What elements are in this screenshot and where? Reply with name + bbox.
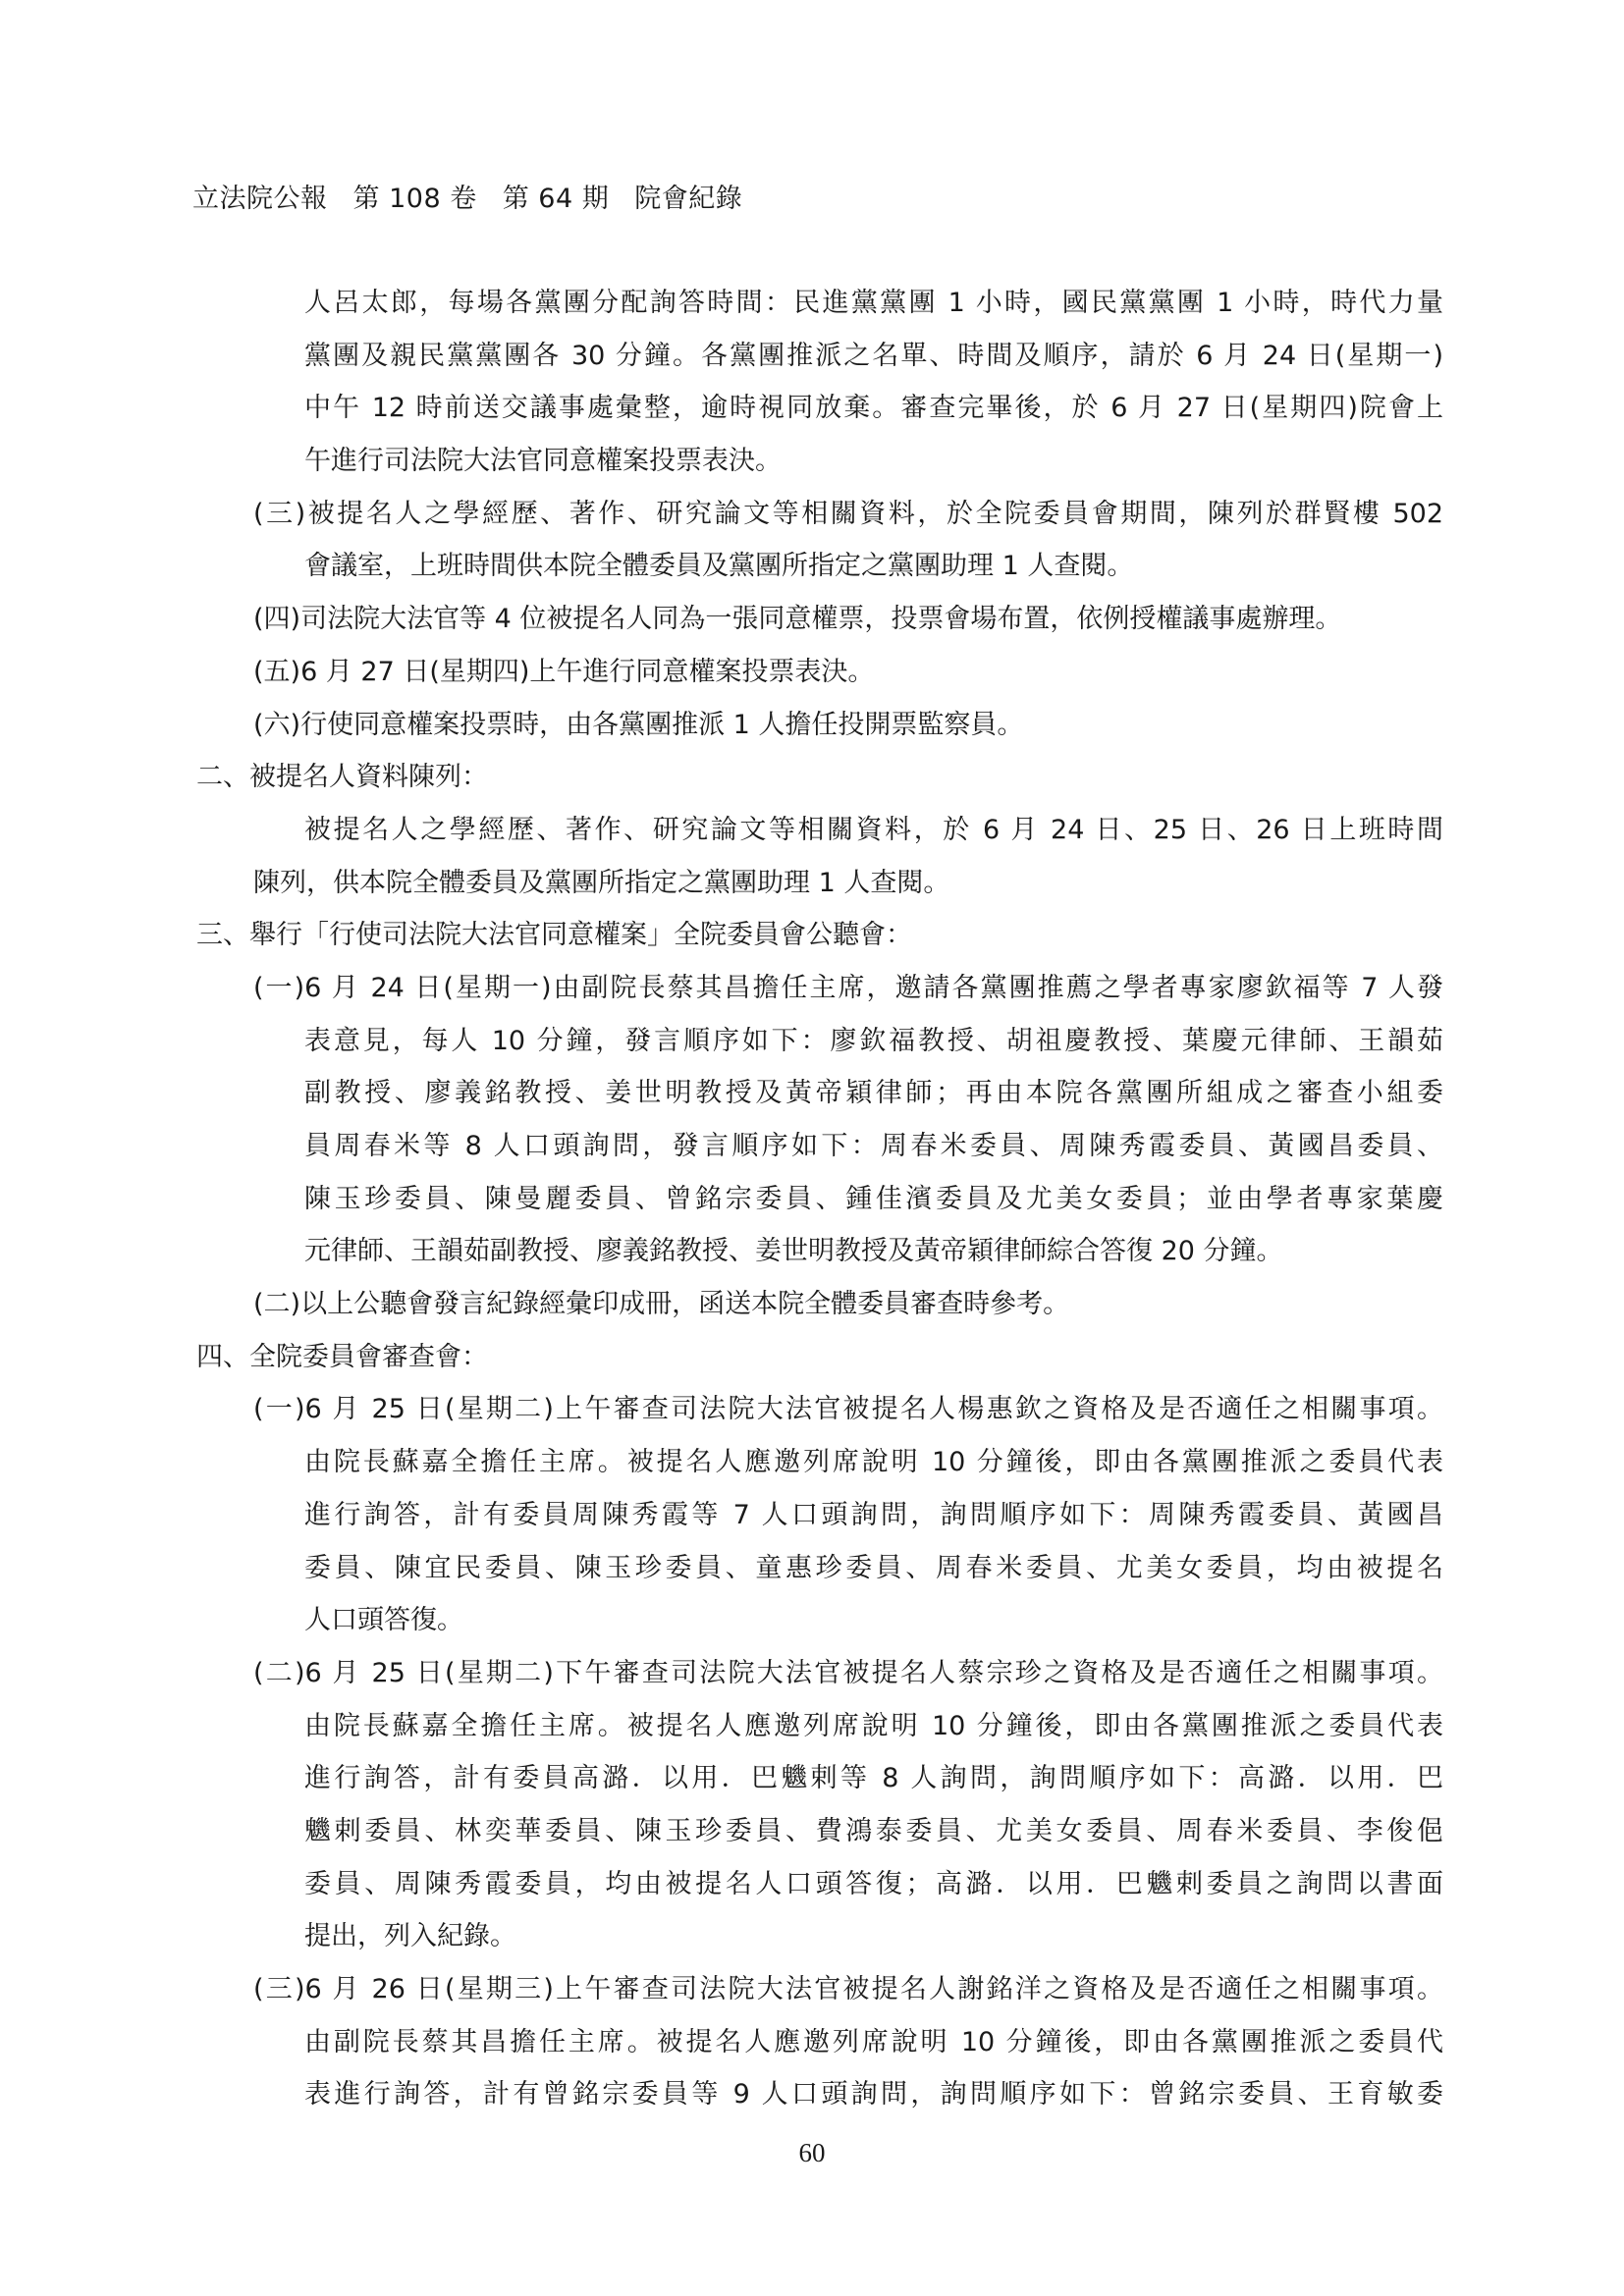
section-name: 院會紀錄: [634, 184, 743, 214]
text-line: 由院長蘇嘉全擔任主席。被提名人應邀列席說明 10 分鐘後，即由各黨團推派之委員代表: [304, 1710, 1443, 1741]
text-line: 被提名人之學經歷、著作、研究論文等相關資料，於 6 月 24 日、25 日、26 日上班時間: [304, 814, 1443, 845]
volume-number: 第 108 卷: [352, 184, 477, 214]
text-line: 表意見，每人 10 分鐘，發言順序如下：廖欽福教授、胡祖慶教授、葉慶元律師、王韻茹: [304, 1025, 1443, 1056]
text-line: 提出，列入紀錄。: [304, 1921, 516, 1952]
text-line: (六)行使同意權案投票時，由各黨團推派 1 人擔任投開票監察員。: [253, 709, 1024, 740]
text-line: 陳玉珍委員、陳曼麗委員、曾銘宗委員、鍾佳濱委員及尤美女委員；並由學者專家葉慶: [304, 1183, 1443, 1214]
text-line: (三)6 月 26 日(星期三)上午審查司法院大法官被提名人謝銘洋之資格及是否適任之相關事項。: [253, 1974, 1443, 2004]
text-line: 中午 12 時前送交議事處彙整，逾時視同放棄。審查完畢後，於 6 月 27 日(星期四)院會上: [304, 393, 1443, 424]
text-line: 人口頭答復。: [304, 1605, 463, 1636]
text-line: 委員、陳宜民委員、陳玉珍委員、童惠珍委員、周春米委員、尤美女委員，均由被提名: [304, 1552, 1443, 1583]
page-header: [192, 177, 742, 215]
text-line: 表進行詢答，計有曾銘宗委員等 9 人口頭詢問，詢問順序如下：曾銘宗委員、王育敏委: [304, 2079, 1443, 2110]
issue-number: 第 64 期: [502, 184, 610, 214]
text-line: 黨團及親民黨黨團各 30 分鐘。各黨團推派之名單、時間及順序，請於 6 月 24 日(星期一): [304, 340, 1443, 371]
text-line: (一)6 月 24 日(星期一)由副院長蔡其昌擔任主席，邀請各黨團推薦之學者專家廖欽福等 7 人發: [253, 972, 1443, 1003]
text-line: 由院長蘇嘉全擔任主席。被提名人應邀列席說明 10 分鐘後，即由各黨團推派之委員代表: [304, 1447, 1443, 1478]
text-line: (三)被提名人之學經歷、著作、研究論文等相關資料，於全院委員會期間，陳列於群賢樓 502: [253, 498, 1443, 529]
publication-name: 立法院公報: [192, 184, 328, 214]
text-line: 人呂太郎，每場各黨團分配詢答時間：民進黨黨團 1 小時，國民黨黨團 1 小時，時代力量: [304, 288, 1443, 318]
text-line: (五)6 月 27 日(星期四)上午進行同意權案投票表決。: [253, 656, 875, 687]
text-line: 三、舉行「行使司法院大法官同意權案」全院委員會公聽會：: [196, 920, 912, 951]
text-line: 元律師、王韻茹副教授、廖義銘教授、姜世明教授及黃帝穎律師綜合答復 20 分鐘。: [304, 1236, 1283, 1267]
text-line: 會議室，上班時間供本院全體委員及黨團所指定之黨團助理 1 人查閱。: [304, 551, 1134, 582]
text-line: 員周春米等 8 人口頭詢問，發言順序如下：周春米委員、周陳秀霞委員、黃國昌委員、: [304, 1131, 1443, 1161]
text-line: 副教授、廖義銘教授、姜世明教授及黃帝穎律師；再由本院各黨團所組成之審查小組委: [304, 1078, 1443, 1109]
text-line: (二)以上公聽會發言紀錄經彙印成冊，函送本院全體委員審查時參考。: [253, 1289, 1070, 1320]
text-line: (四)司法院大法官等 4 位被提名人同為一張同意權票，投票會場布置，依例授權議事處辦理。: [253, 604, 1342, 635]
text-line: 陳列，供本院全體委員及黨團所指定之黨團助理 1 人查閱。: [253, 867, 950, 898]
text-line: (二)6 月 25 日(星期二)下午審查司法院大法官被提名人蔡宗珍之資格及是否適任之相關事項。: [253, 1657, 1443, 1688]
text-line: 二、被提名人資料陳列：: [196, 762, 488, 793]
document-body: [196, 277, 1443, 2121]
text-line: 魕剌委員、林奕華委員、陳玉珍委員、費鴻泰委員、尤美女委員、周春米委員、李俊俋: [304, 1815, 1443, 1846]
text-line: 午進行司法院大法官同意權案投票表決。: [304, 446, 782, 477]
text-line: 由副院長蔡其昌擔任主席。被提名人應邀列席說明 10 分鐘後，即由各黨團推派之委員代: [304, 2026, 1443, 2057]
text-line: 進行詢答，計有委員高潞．以用．巴魕剌等 8 人詢問，詢問順序如下：高潞．以用．巴: [304, 1763, 1443, 1794]
text-line: (一)6 月 25 日(星期二)上午審查司法院大法官被提名人楊惠欽之資格及是否適任之相關事項。: [253, 1394, 1443, 1425]
text-line: 進行詢答，計有委員周陳秀霞等 7 人口頭詢問，詢問順序如下：周陳秀霞委員、黃國昌: [304, 1499, 1443, 1530]
page-number: 60: [798, 2138, 826, 2167]
text-line: 四、全院委員會審查會：: [196, 1341, 488, 1372]
text-line: 委員、周陳秀霞委員，均由被提名人口頭答復；高潞．以用．巴魕剌委員之詢問以書面: [304, 1868, 1443, 1899]
